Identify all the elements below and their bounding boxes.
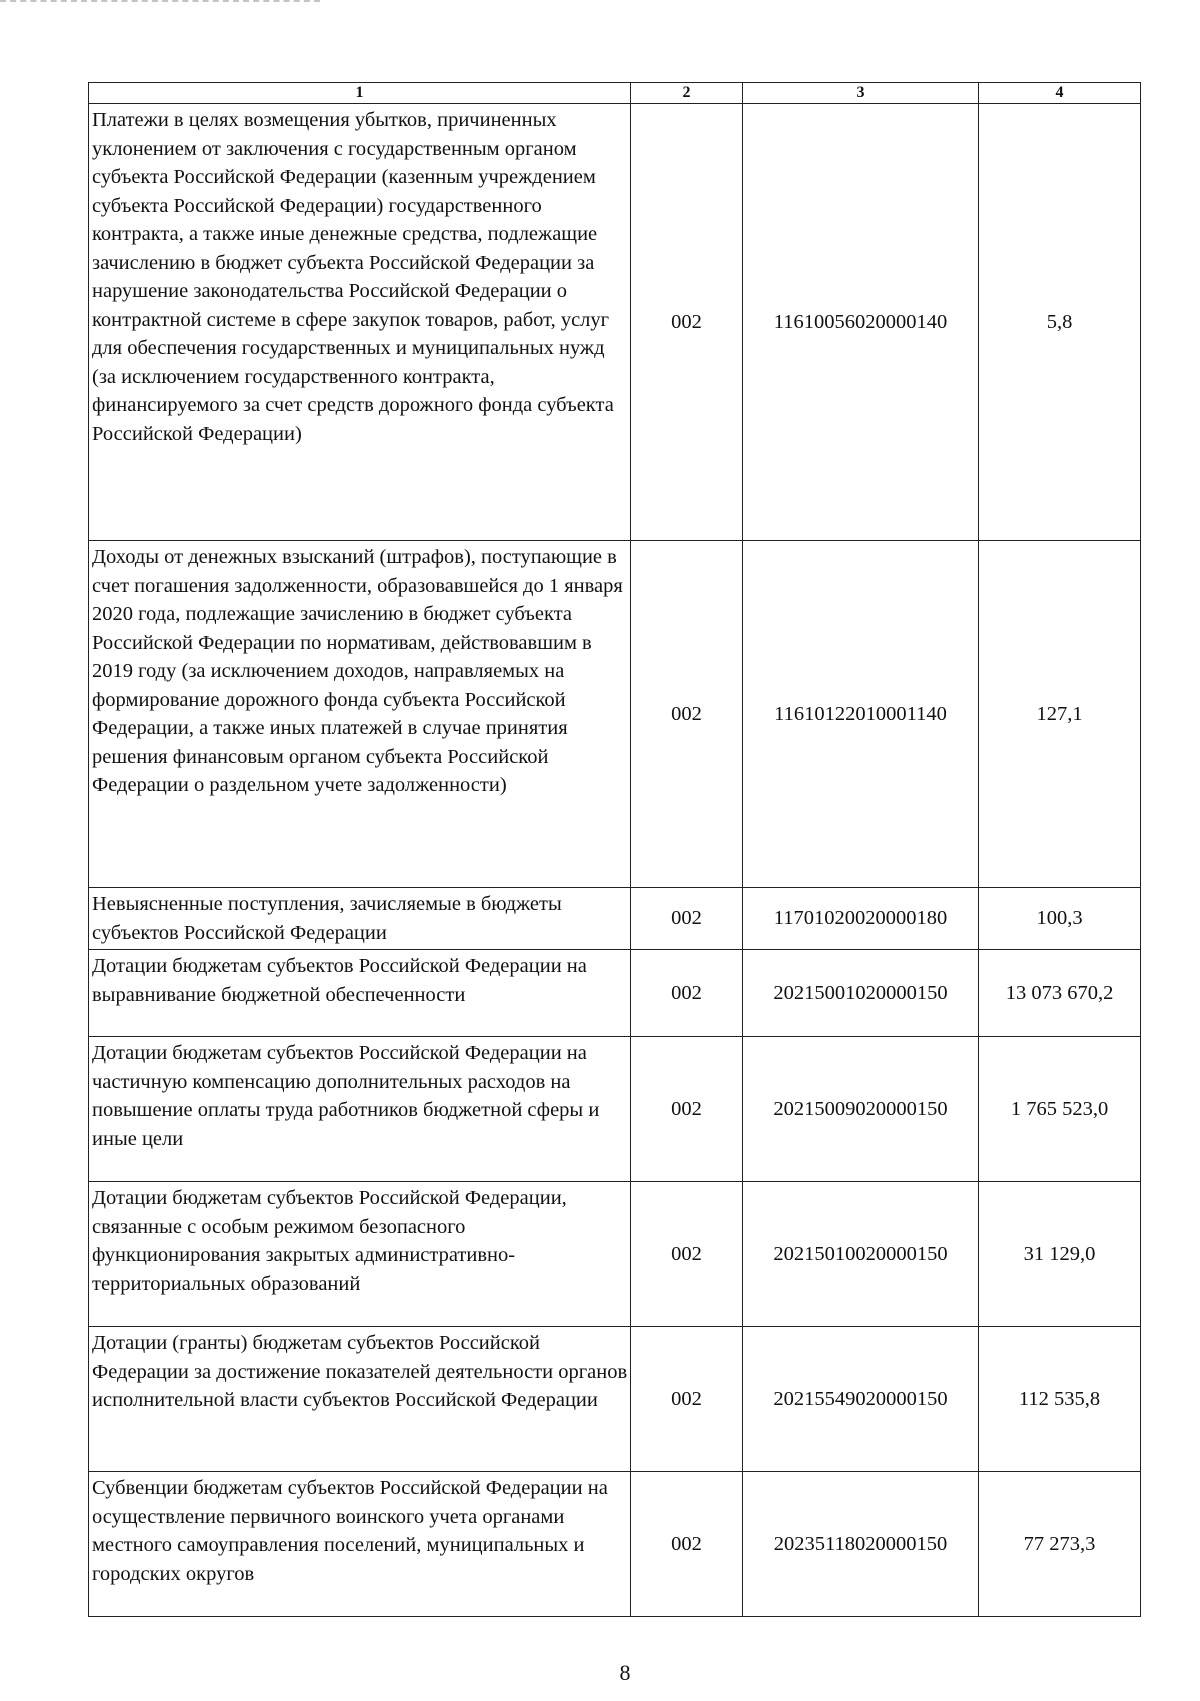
scan-edge-mark bbox=[0, 0, 320, 4]
row-kbk-code: 11701020020000180 bbox=[743, 888, 979, 950]
table-row bbox=[89, 1327, 1141, 1472]
row-kbk-code: 11610056020000140 bbox=[743, 104, 979, 541]
row-amount: 5,8 bbox=[979, 104, 1141, 541]
row-kbk-code: 20215001020000150 bbox=[743, 950, 979, 1037]
row-amount: 112 535,8 bbox=[979, 1327, 1141, 1472]
row-admin-code: 002 bbox=[631, 104, 743, 541]
table-row bbox=[89, 541, 1141, 888]
table-row bbox=[89, 1472, 1141, 1617]
row-amount: 31 129,0 bbox=[979, 1182, 1141, 1327]
header-col-1: 1 bbox=[89, 83, 631, 104]
table-row bbox=[89, 950, 1141, 1037]
revenue-table bbox=[88, 82, 1141, 1617]
row-admin-code: 002 bbox=[631, 1472, 743, 1617]
table-row bbox=[89, 104, 1141, 541]
header-col-2: 2 bbox=[631, 83, 743, 104]
row-amount: 13 073 670,2 bbox=[979, 950, 1141, 1037]
row-description: Субвенции бюджетам субъектов Российской Федерации на осуществление первичного воинского учета органами местного самоуправления поселений, муниципальных и городских округов bbox=[89, 1472, 631, 1617]
row-kbk-code: 20215010020000150 bbox=[743, 1182, 979, 1327]
row-kbk-code: 20215549020000150 bbox=[743, 1327, 979, 1472]
row-admin-code: 002 bbox=[631, 541, 743, 888]
table-row bbox=[89, 888, 1141, 950]
table-row bbox=[89, 1037, 1141, 1182]
row-description: Дотации (гранты) бюджетам субъектов Российской Федерации за достижение показателей деятельности органов исполнительной власти субъектов Российской Федерации bbox=[89, 1327, 631, 1472]
row-admin-code: 002 bbox=[631, 950, 743, 1037]
table-header-row bbox=[89, 83, 1141, 104]
row-description: Дотации бюджетам субъектов Российской Федерации на выравнивание бюджетной обеспеченности bbox=[89, 950, 631, 1037]
page-number: 8 bbox=[619, 1660, 631, 1685]
row-amount: 1 765 523,0 bbox=[979, 1037, 1141, 1182]
row-kbk-code: 11610122010001140 bbox=[743, 541, 979, 888]
row-admin-code: 002 bbox=[631, 888, 743, 950]
row-amount: 100,3 bbox=[979, 888, 1141, 950]
row-amount: 127,1 bbox=[979, 541, 1141, 888]
row-kbk-code: 20215009020000150 bbox=[743, 1037, 979, 1182]
row-amount: 77 273,3 bbox=[979, 1472, 1141, 1617]
row-description: Дотации бюджетам субъектов Российской Федерации на частичную компенсацию дополнительных расходов на повышение оплаты труда работников бюджетной сферы и иные цели bbox=[89, 1037, 631, 1182]
header-col-4: 4 bbox=[979, 83, 1141, 104]
row-description: Платежи в целях возмещения убытков, причиненных уклонением от заключения с государственным органом субъекта Российской Федерации (казенным учреждением субъекта Российской Федерации) государственного контракта, а также иные денежные средства, подлежащие зачислению в бюджет субъекта Российской Федерации за нарушение законодательства Российской Федерации о контрактной системе в сфере закупок товаров, работ, услуг для обеспечения государственных и муниципальных нужд (за исключением государственного контракта, финансируемого за счет средств дорожного фонда субъекта Российской Федерации) bbox=[89, 104, 631, 541]
row-description: Невыясненные поступления, зачисляемые в бюджеты субъектов Российской Федерации bbox=[89, 888, 631, 950]
row-description: Дотации бюджетам субъектов Российской Федерации, связанные с особым режимом безопасного функционирования закрытых административно-территориальных образований bbox=[89, 1182, 631, 1327]
header-col-3: 3 bbox=[743, 83, 979, 104]
row-admin-code: 002 bbox=[631, 1327, 743, 1472]
table-row bbox=[89, 1182, 1141, 1327]
row-admin-code: 002 bbox=[631, 1037, 743, 1182]
row-kbk-code: 20235118020000150 bbox=[743, 1472, 979, 1617]
row-description: Доходы от денежных взысканий (штрафов), поступающие в счет погашения задолженности, образовавшейся до 1 января 2020 года, подлежащие зачислению в бюджет субъекта Российской Федерации по нормативам, действовавшим в 2019 году (за исключением доходов, направляемых на формирование дорожного фонда субъекта Российской Федерации, а также иных платежей в случае принятия решения финансовым органом субъекта Российской Федерации о раздельном учете задолженности) bbox=[89, 541, 631, 888]
row-admin-code: 002 bbox=[631, 1182, 743, 1327]
